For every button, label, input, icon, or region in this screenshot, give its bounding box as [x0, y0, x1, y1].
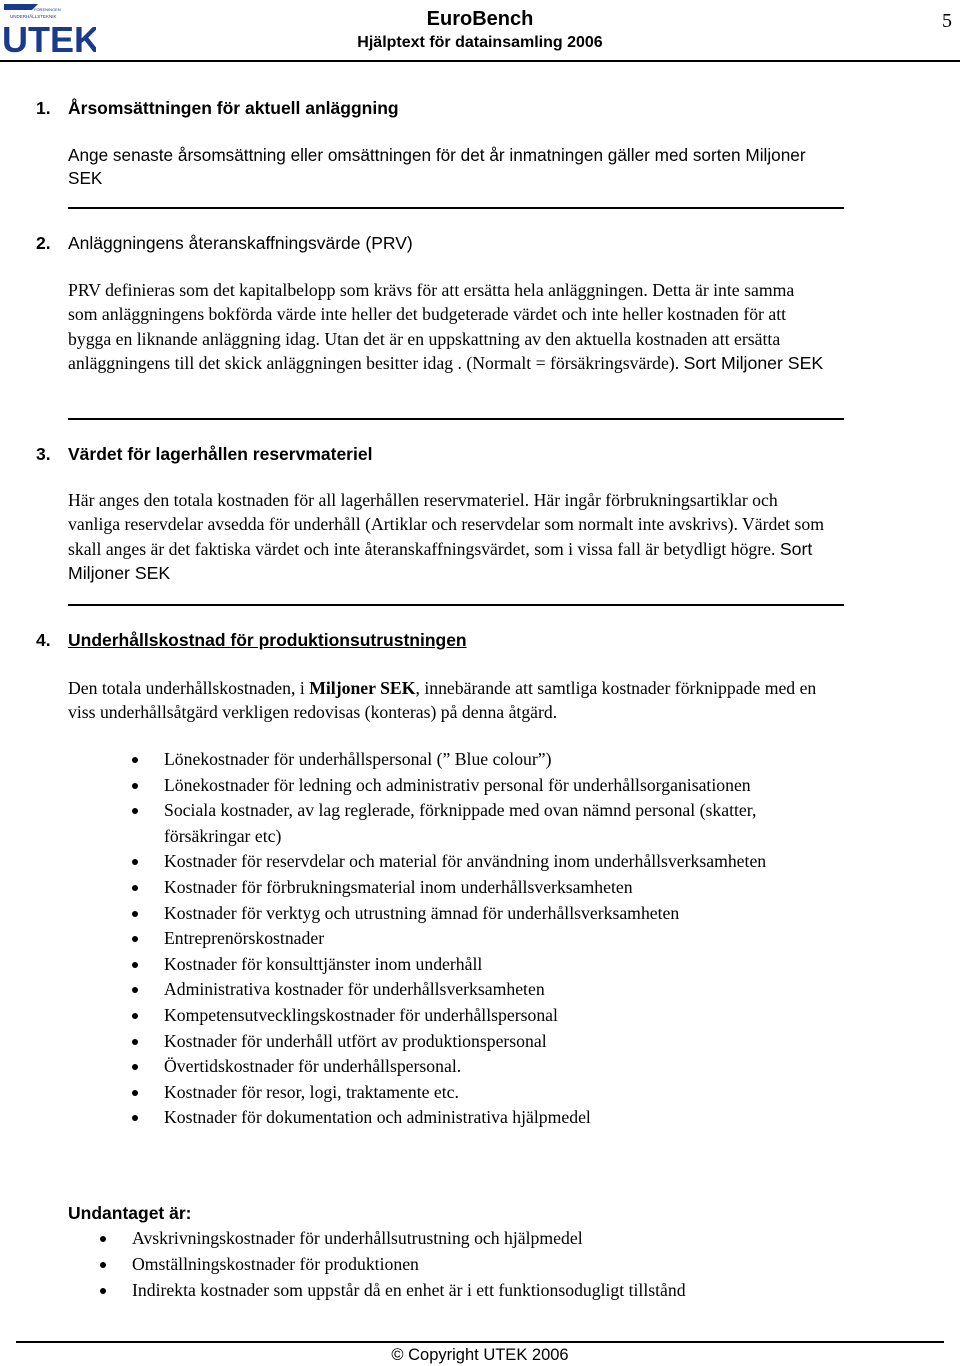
bullet-icon — [132, 859, 138, 865]
list-item: Kostnader för resor, logi, traktamente etc. — [164, 1080, 844, 1106]
bullet-icon — [132, 962, 138, 968]
section-4-body: Den totala underhållskostnaden, i Miljoner SEK, innebärande att samtliga kostnader förknippade med en viss underhållsåtgärd verkligen redovisas (konteras) på denna åtgärd. — [68, 678, 817, 723]
list-item: Omställningskostnader för produktionen — [132, 1252, 892, 1278]
bullet-icon — [132, 783, 138, 789]
list-item: Avskrivningskostnader för underhållsutrustning och hjälpmedel — [132, 1226, 892, 1252]
list-item: Kostnader för förbrukningsmaterial inom underhållsverksamheten — [164, 875, 844, 901]
header-rule — [0, 60, 960, 62]
unit-emphasis: Miljoner SEK — [309, 678, 416, 698]
bullet-icon — [132, 1090, 138, 1096]
list-item: Lönekostnader för underhållspersonal (” Blue colour”) — [164, 747, 844, 773]
page-number: 5 — [942, 10, 952, 32]
list-item: Kostnader för reservdelar och material för användning inom underhållsverksamheten — [164, 849, 844, 875]
bullet-icon — [132, 1115, 138, 1121]
list-item: Administrativa kostnader för underhållsverksamheten — [164, 977, 844, 1003]
bullet-icon — [132, 808, 138, 814]
section-4-title: 4. Underhållskostnad för produktionsutrustningen — [36, 630, 467, 650]
logo-text: UTEK — [2, 19, 96, 54]
bullet-icon — [132, 1064, 138, 1070]
list-item: Entreprenörskostnader — [164, 926, 844, 952]
list-item: Kostnader för underhåll utfört av produktionspersonal — [164, 1029, 844, 1055]
section-1-body: Ange senaste årsomsättning eller omsättningen för det år inmatningen gäller med sorten Miljoner SEK — [68, 145, 806, 188]
excluded-costs-list — [132, 1226, 892, 1303]
list-item: Kostnader för konsulttjänster inom underhåll — [164, 952, 844, 978]
section-1-title: 1. Årsomsättningen för aktuell anläggning — [36, 98, 399, 118]
bullet-icon — [100, 1262, 106, 1268]
list-item: Kompetensutvecklingskostnader för underhållspersonal — [164, 1003, 844, 1029]
section-3-unit: Sort Miljoner SEK — [68, 538, 813, 584]
copyright-footer: © Copyright UTEK 2006 — [391, 1346, 569, 1364]
section-2-unit: Sort Miljoner SEK — [683, 353, 824, 374]
list-item: Indirekta kostnader som uppstår då en enhet är i ett funktionsodugligt tillstånd — [132, 1278, 892, 1304]
section-divider — [68, 418, 844, 420]
included-costs-list — [164, 747, 844, 1131]
section-divider — [68, 604, 844, 606]
bullet-icon — [132, 936, 138, 942]
svg-text:UNDERHÅLLSTEKNIK: UNDERHÅLLSTEKNIK — [10, 14, 57, 19]
section-divider — [68, 207, 844, 209]
document-subtitle: Hjälptext för datainsamling 2006 — [357, 34, 603, 51]
bullet-icon — [132, 911, 138, 917]
section-3-body: Här anges den totala kostnaden för all lagerhållen reservmateriel. Här ingår förbrukningsartiklar och vanliga reservdelar avsedda för underhåll (Artiklar och reservdelar som normalt inte avskrivs). Värdet som skall anges är det faktiska värdet och inte återanskaffningsvärdet, som i vissa fall är betydligt högre. Sort Miljoner SEK — [68, 490, 825, 584]
document-title: EuroBench — [426, 8, 534, 30]
list-item: Övertidskostnader för underhållspersonal. — [164, 1054, 844, 1080]
list-item: Sociala kostnader, av lag reglerade, förknippade med ovan nämnd personal (skatter, försäkringar etc) — [164, 798, 844, 849]
logo-small-text: FÖRENINGEN — [34, 7, 61, 12]
excluded-heading: Undantaget är: — [68, 1203, 192, 1223]
bullet-icon — [100, 1236, 106, 1242]
bullet-icon — [100, 1288, 106, 1294]
bullet-icon — [132, 757, 138, 763]
list-item: Lönekostnader för ledning och administrativ personal för underhållsorganisationen — [164, 773, 844, 799]
section-3-title: 3. Värdet för lagerhållen reservmateriel — [36, 444, 373, 464]
bullet-icon — [132, 1013, 138, 1019]
bullet-icon — [132, 885, 138, 891]
list-item: Kostnader för verktyg och utrustning ämnad för underhållsverksamheten — [164, 901, 844, 927]
list-item: Kostnader för dokumentation och administrativa hjälpmedel — [164, 1105, 844, 1131]
bullet-icon — [132, 987, 138, 993]
section-2-body: PRV definieras som det kapitalbelopp som krävs för att ersätta hela anläggningen. Detta är inte samma som anläggningens bokförda värde inte heller det budgeterade värdet och inte heller kostnaden för att bygga en liknande anläggning idag. Utan det är en uppskattning av den aktuella kostnaden att ersätta anläggningens till det skick anläggningen besitter idag . (Normalt = försäkringsvärde). Sort Miljoner SEK — [68, 280, 824, 374]
footer-rule — [16, 1341, 944, 1343]
section-2-title: 2. Anläggningens återanskaffningsvärde (PRV) — [36, 233, 413, 253]
bullet-icon — [132, 1039, 138, 1045]
